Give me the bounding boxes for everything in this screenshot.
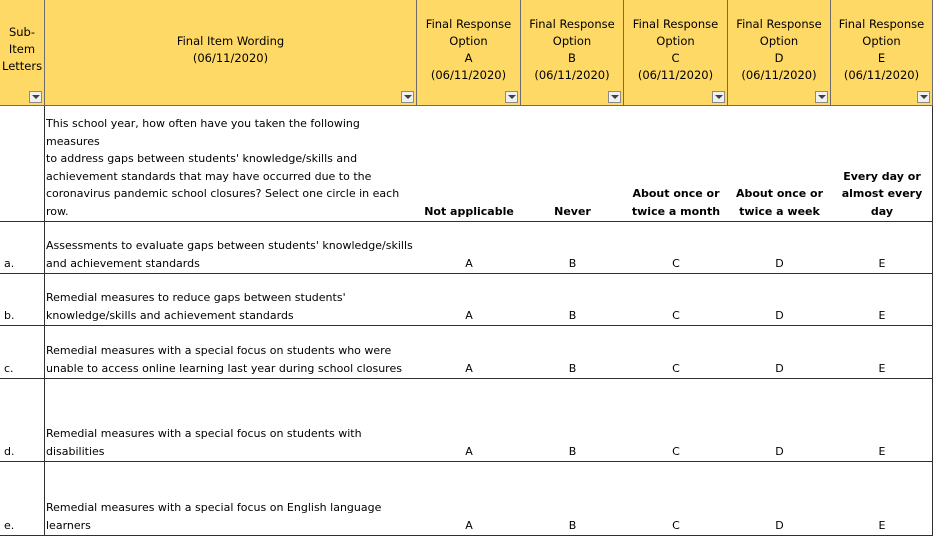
header-line: Option <box>759 34 799 48</box>
option-label-e[interactable] <box>831 168 933 221</box>
header-line: Item <box>8 42 36 56</box>
header-line: E <box>877 51 886 65</box>
filter-dropdown-button[interactable] <box>505 91 518 103</box>
header-line: (06/11/2020) <box>534 68 610 82</box>
option-label-line: almost every day <box>841 187 923 218</box>
wording-line: and achievement standards <box>46 256 200 270</box>
wording-line: learners <box>46 518 91 532</box>
filter-dropdown-button[interactable] <box>29 91 42 103</box>
sub-item-letter[interactable]: d. <box>4 444 15 458</box>
item-wording[interactable] <box>46 499 414 534</box>
wording-line: Remedial measures with a special focus on English language <box>46 501 382 514</box>
stem-line: coronavirus pandemic school closures? Select one circle in each <box>46 187 400 200</box>
header-sub-item-letters[interactable] <box>0 0 45 106</box>
header-line: D <box>774 51 784 65</box>
header-line: Option <box>552 34 592 48</box>
item-wording[interactable] <box>46 237 414 272</box>
item-wording[interactable] <box>46 342 414 377</box>
header-line: Sub- <box>8 25 36 39</box>
response-code-d[interactable]: D <box>775 444 784 458</box>
header-option-b[interactable] <box>521 0 624 106</box>
response-code-a[interactable]: A <box>465 308 473 322</box>
response-code-a[interactable]: A <box>465 256 473 270</box>
option-label-line: Every day or <box>843 169 921 183</box>
option-label-line: twice a week <box>739 204 820 218</box>
filter-dropdown-button[interactable] <box>815 91 828 103</box>
header-line: C <box>671 51 680 65</box>
header-line: A <box>464 51 473 65</box>
response-code-d[interactable]: D <box>775 361 784 375</box>
option-label-a[interactable] <box>417 203 521 221</box>
header-line: (06/11/2020) <box>637 68 714 82</box>
response-code-b[interactable]: B <box>568 256 577 270</box>
filter-dropdown-button[interactable] <box>712 91 725 103</box>
response-code-e[interactable]: E <box>878 518 886 532</box>
option-label-c[interactable] <box>624 185 728 220</box>
response-code-c[interactable]: C <box>672 444 680 458</box>
header-option-e[interactable] <box>831 0 933 106</box>
stem-row <box>0 106 933 222</box>
stem-question[interactable] <box>46 115 414 220</box>
response-code-d[interactable]: D <box>775 518 784 532</box>
table-row <box>0 274 933 326</box>
option-label-line: Not applicable <box>424 204 514 218</box>
filter-dropdown-button[interactable] <box>401 91 414 103</box>
gridline <box>44 106 45 536</box>
response-code-c[interactable]: C <box>672 256 680 270</box>
header-line: Final Response <box>632 17 719 31</box>
table-row <box>0 326 933 379</box>
option-label-line: Never <box>554 204 591 218</box>
response-code-e[interactable]: E <box>878 361 886 375</box>
header-line: (06/11/2020) <box>430 68 507 82</box>
header-line: B <box>568 51 576 65</box>
stem-line: achievement standards that may have occurred due to the <box>46 169 372 183</box>
response-code-d[interactable]: D <box>775 308 784 322</box>
header-line: (06/11/2020) <box>843 68 920 82</box>
stem-line: to address gaps between students' knowledge/skills and <box>46 152 358 165</box>
wording-line: Remedial measures with a special focus on students who were <box>46 344 392 357</box>
header-line: Option <box>449 34 488 48</box>
item-wording[interactable] <box>46 289 414 324</box>
filter-dropdown-button[interactable] <box>917 91 930 103</box>
header-line: Option <box>656 34 695 48</box>
header-line: (06/11/2020) <box>741 68 817 82</box>
header-line: Final Response <box>529 17 615 31</box>
response-code-e[interactable]: E <box>878 256 886 270</box>
wording-line: knowledge/skills and achievement standards <box>46 308 294 322</box>
header-option-c[interactable] <box>624 0 728 106</box>
option-label-line: twice a month <box>631 204 721 218</box>
sub-item-letter[interactable]: b. <box>4 308 15 322</box>
response-code-b[interactable]: B <box>568 444 577 458</box>
option-label-b[interactable] <box>521 203 624 221</box>
response-code-b[interactable]: B <box>568 361 577 375</box>
header-final-item-wording[interactable] <box>45 0 417 106</box>
response-code-a[interactable]: A <box>465 444 473 458</box>
header-line: Letters <box>2 59 43 73</box>
wording-line: disabilities <box>46 444 105 458</box>
sub-item-letter[interactable]: e. <box>4 518 15 532</box>
header-line: Final Item Wording <box>176 34 285 48</box>
stem-line: This school year, how often have you taken the following measures <box>46 117 360 148</box>
response-code-e[interactable]: E <box>878 308 886 322</box>
stem-line: row. <box>46 204 69 218</box>
filter-dropdown-button[interactable] <box>608 91 621 103</box>
response-code-a[interactable]: A <box>465 518 473 532</box>
response-code-c[interactable]: C <box>672 518 680 532</box>
wording-line: Assessments to evaluate gaps between students' knowledge/skills <box>46 239 413 252</box>
header-line: (06/11/2020) <box>192 51 269 65</box>
item-wording[interactable] <box>46 425 414 460</box>
wording-line: unable to access online learning last year during school closures <box>46 361 402 375</box>
table-row <box>0 222 933 274</box>
sub-item-letter[interactable]: a. <box>4 256 15 270</box>
table-row <box>0 379 933 462</box>
option-label-line: About once or <box>632 187 720 200</box>
option-label-line: About once or <box>735 187 824 200</box>
response-code-c[interactable]: C <box>672 308 680 322</box>
option-label-d[interactable] <box>728 185 831 220</box>
sub-item-letter[interactable]: c. <box>4 361 14 375</box>
header-line: Option <box>862 34 901 48</box>
response-code-e[interactable]: E <box>878 444 886 458</box>
header-line: Final Response <box>838 17 925 31</box>
table-row <box>0 462 933 536</box>
header-option-a[interactable] <box>417 0 521 106</box>
wording-line: Remedial measures to reduce gaps between students' <box>46 291 346 304</box>
response-code-a[interactable]: A <box>465 361 473 375</box>
response-code-b[interactable]: B <box>568 518 577 532</box>
wording-line: Remedial measures with a special focus on students with <box>46 427 362 440</box>
header-option-d[interactable] <box>728 0 831 106</box>
response-code-b[interactable]: B <box>568 308 577 322</box>
response-code-c[interactable]: C <box>672 361 680 375</box>
response-code-d[interactable]: D <box>775 256 784 270</box>
header-line: Final Response <box>425 17 512 31</box>
header-line: Final Response <box>736 17 822 31</box>
